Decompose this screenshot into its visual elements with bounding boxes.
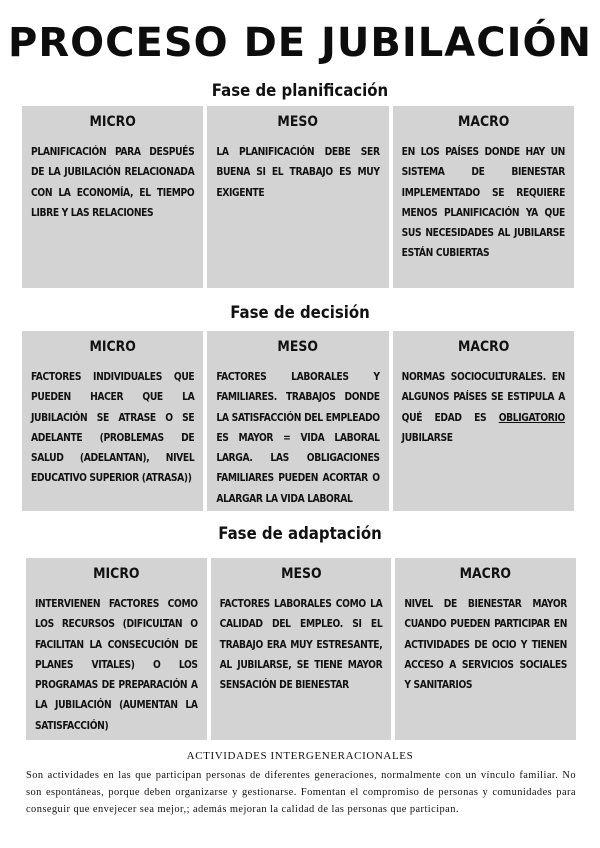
page-title: PROCESO DE JUBILACIÓN xyxy=(8,20,592,66)
cell-micro xyxy=(26,558,207,740)
phase-title-planificacion: Fase de planificación xyxy=(211,81,389,101)
cell-heading: MICRO xyxy=(89,114,136,130)
cell-heading: MACRO xyxy=(457,114,510,130)
footer-title: ACTIVIDADES INTERGENERACIONALES xyxy=(186,750,414,762)
text-part: JUBILARSE xyxy=(401,432,453,444)
footer-paragraph: Son actividades en las que participan personas de diferentes generaciones, normalmente con un vínculo familiar. No son espontáneas, porque deben organizarse y gestionarse. Fomentan el compromiso de personas y comunidades para conseguir que envejecer sea mejor,; además mejoran la calidad de las personas que participan. xyxy=(26,770,576,816)
cell-text: PLANIFICACIÓN PARA DESPUÉS DE LA JUBILACIÓN RELACIONADA CON LA ECONOMÍA, EL TIEMPO LIBRE Y LAS RELACIONES xyxy=(31,147,195,219)
cell-text: EN LOS PAÍSES DONDE HAY UN SISTEMA DE BIENESTAR IMPLEMENTADO SE REQUIERE MENOS PLANIFICACIÓN YA QUE SUS NECESIDADES AL JUBILARSE ESTÁN CUBIERTAS xyxy=(401,147,565,260)
cell-meso xyxy=(211,558,392,740)
cell-macro xyxy=(393,106,574,288)
phase-title-decision: Fase de decisión xyxy=(230,303,370,323)
phase-grid-adaptacion xyxy=(26,558,576,740)
cell-meso xyxy=(207,106,388,288)
cell-heading: MACRO xyxy=(457,339,510,355)
cell-micro xyxy=(22,331,203,511)
cell-text: INTERVIENEN FACTORES COMO LOS RECURSOS (DIFICULTAN O FACILITAN LA CONSECUCIÓN DE PLANES VITALES) O LOS PROGRAMAS DE PREPARACIÓN A LA JUBILACIÓN (AUMENTAN LA SATISFACCIÓN) xyxy=(35,599,198,732)
cell-macro xyxy=(393,331,574,511)
cell-text: FACTORES LABORALES COMO LA CALIDAD DEL EMPLEO. SI EL TRABAJO ERA MUY ESTRESANTE, AL JUBILARSE, SE TIENE MAYOR SENSACIÓN DE BIENESTAR xyxy=(219,599,383,692)
cell-meso xyxy=(207,331,388,511)
cell-micro xyxy=(22,106,203,288)
cell-heading: MESO xyxy=(280,566,322,582)
phase-grid-planificacion xyxy=(22,106,574,288)
cell-heading: MACRO xyxy=(459,566,512,582)
cell-text: NIVEL DE BIENESTAR MAYOR CUANDO PUEDEN PARTICIPAR EN ACTIVIDADES DE OCIO Y TIENEN ACCESO A SERVICIOS SOCIALES Y SANITARIOS xyxy=(404,599,568,692)
phase-title-adaptacion: Fase de adaptación xyxy=(218,524,382,544)
underlined-word: OBLIGATORIO xyxy=(498,412,565,424)
cell-heading: MICRO xyxy=(89,339,136,355)
cell-macro xyxy=(395,558,576,740)
cell-heading: MICRO xyxy=(93,566,140,582)
cell-heading: MESO xyxy=(277,339,319,355)
cell-heading: MESO xyxy=(277,114,319,130)
text-part: NORMAS SOCIOCULTURALES. EN ALGUNOS PAÍSES SE ESTIPULA A QUÉ EDAD ES xyxy=(401,372,565,424)
phase-grid-decision xyxy=(22,331,574,511)
cell-text: FACTORES INDIVIDUALES QUE PUEDEN HACER QUE LA JUBILACIÓN SE ATRASE O SE ADELANTE (PROBLEMAS DE SALUD (ADELANTAN), NIVEL EDUCATIVO SUPERIOR (ATRASA)) xyxy=(31,372,195,485)
cell-text xyxy=(402,368,565,449)
cell-text: FACTORES LABORALES Y FAMILIARES. TRABAJOS DONDE LA SATISFACCIÓN DEL EMPLEADO ES MAYOR = VIDA LABORAL LARGA. LAS OBLIGACIONES FAMILIARES PUEDEN ACORTAR O ALARGAR LA VIDA LABORAL xyxy=(216,372,380,505)
cell-text: LA PLANIFICACIÓN DEBE SER BUENA SI EL TRABAJO ES MUY EXIGENTE xyxy=(216,147,380,199)
